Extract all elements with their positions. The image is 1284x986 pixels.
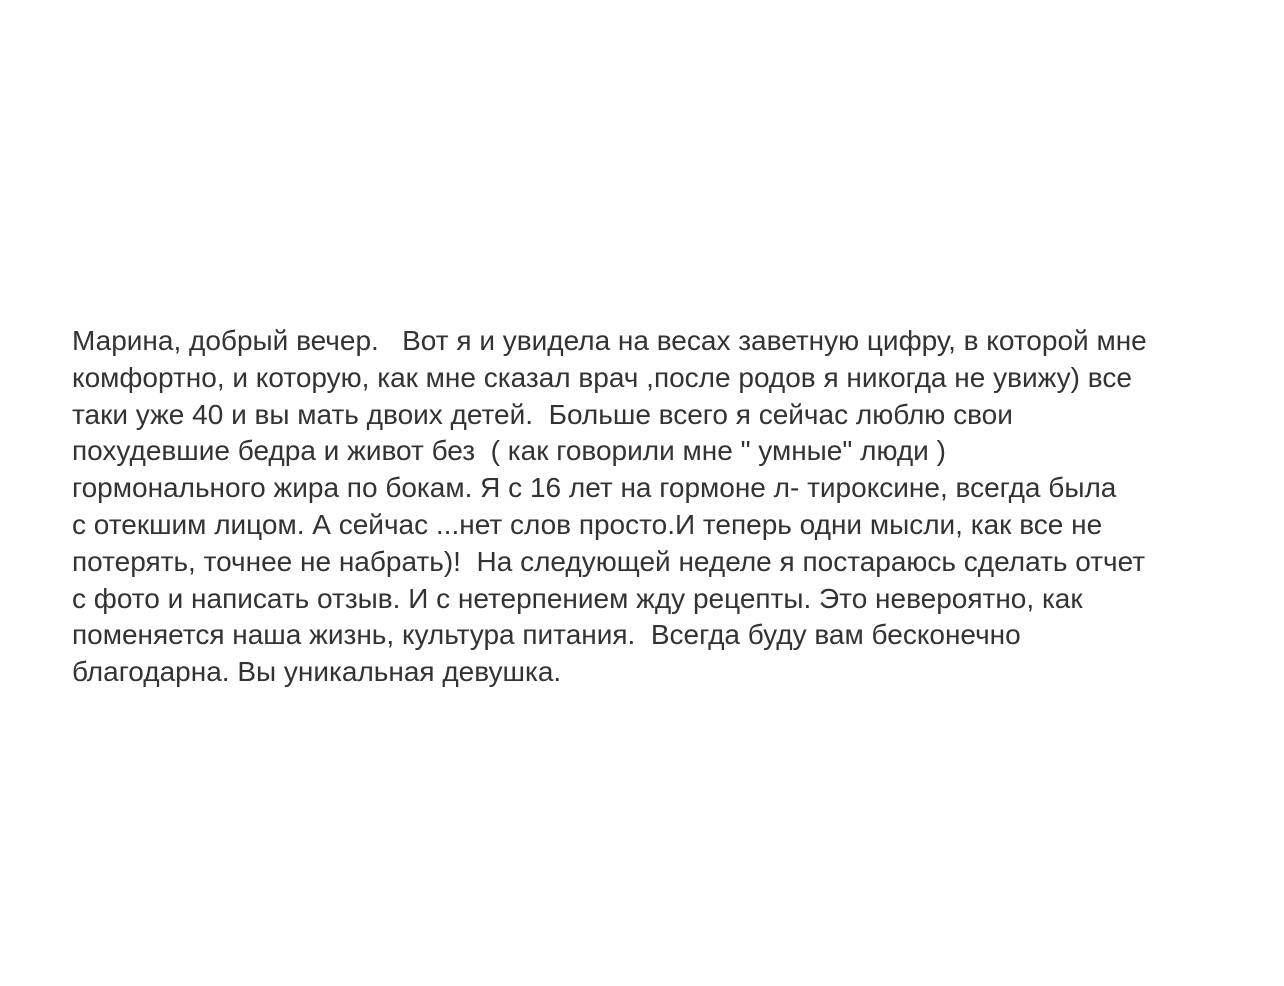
message-line: благодарна. Вы уникальная девушка.: [72, 656, 562, 688]
message-line: поменяется наша жизнь, культура питания. Всегда буду вам бесконечно: [72, 619, 1021, 651]
message-line: похудевшие бедра и живот без ( как говорили мне " умные" люди ): [72, 435, 946, 467]
message-line: Марина, добрый вечер. Вот я и увидела на весах заветную цифру, в которой мне: [72, 325, 1147, 356]
message-line: гормонального жира по бокам. Я с 16 лет на гормоне л- тироксине, всегда была: [72, 472, 1117, 504]
message-line: с отекшим лицом. А сейчас ...нет слов просто.И теперь одни мысли, как все не: [72, 508, 1103, 540]
message-line: с фото и написать отзыв. И с нетерпением жду рецепты. Это невероятно, как: [72, 582, 1083, 614]
message-line: потерять, точнее не набрать)! На следующей неделе я постараюсь сделать отчет: [72, 545, 1146, 577]
message-line: таки уже 40 и вы мать двоих детей. Больше всего я сейчас люблю свои: [72, 398, 1013, 430]
message-line: комфортно, и которую, как мне сказал врач ,после родов я никогда не увижу) все: [72, 361, 1132, 393]
message-text: [72, 323, 1232, 691]
